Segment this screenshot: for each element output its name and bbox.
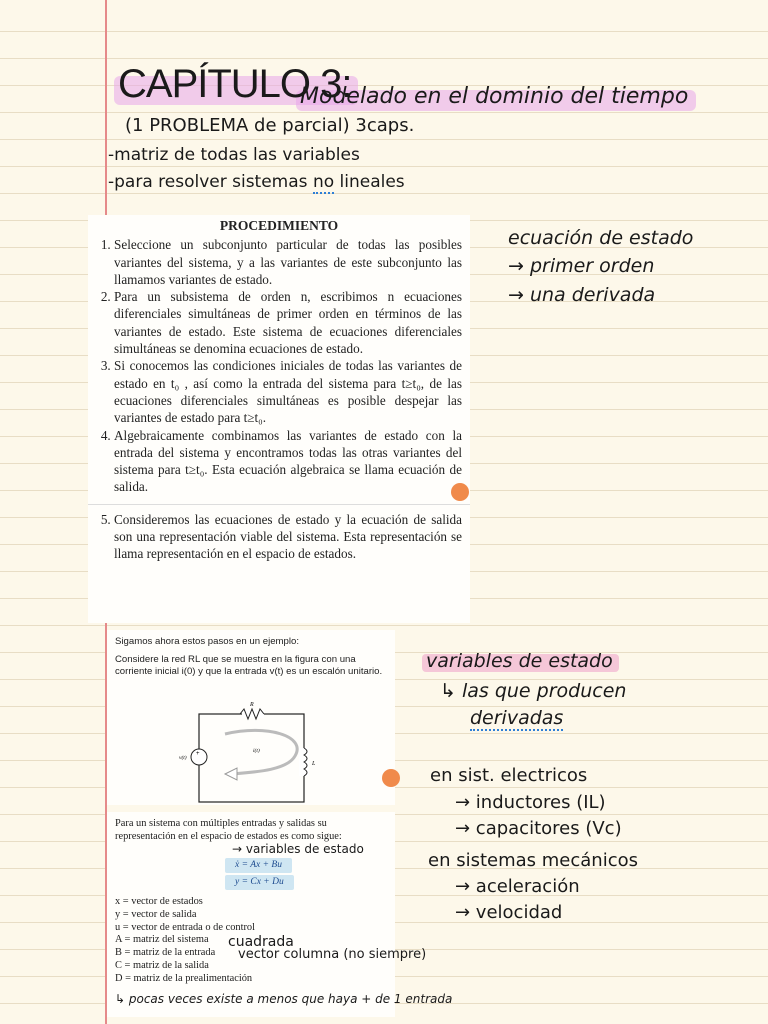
- current-label: i(t): [253, 748, 260, 754]
- procedure-step-4: 4. Algebraicamente combinamos las variantes de estado con la entrada del sistema y encontramos todas las otras variantes del sistema para t≥t₀. Esta ecuación algebraica se llama ecuación de salida.: [114, 427, 462, 496]
- state-equation: ẋ = Ax + Bu: [225, 858, 292, 873]
- example-description: Considere la red RL que se muestra en la figura con una corriente inicial i(0) y que la entrada v(t) es un escalón unitario.: [115, 654, 383, 677]
- note-line-1: (1 PROBLEMA de parcial) 3caps.: [125, 115, 415, 136]
- def-x: x = vector de estados: [115, 896, 203, 907]
- annot-rarely: ↳ pocas veces existe a menos que haya + de 1 entrada: [115, 992, 453, 1006]
- note-line-3a: -para resolver sistemas: [108, 172, 308, 192]
- right-note-12: → velocidad: [455, 902, 563, 923]
- svg-text:+: +: [196, 751, 200, 757]
- def-a: A = matriz del sistema: [115, 934, 209, 946]
- procedure-paper: [88, 215, 470, 623]
- procedure-list-2: [88, 511, 462, 563]
- output-equation: y = Cx + Du: [225, 875, 294, 890]
- mimo-description: Para un sistema con múltiples entradas y salidas su representación en el espacio de estados es como sigue:: [115, 818, 342, 842]
- procedure-step-2: 2. Para un subsistema de orden n, escribimos n ecuaciones diferenciales simultáneas de primer orden en términos de las variantes de estado. Este sistema de ecuaciones diferenciales simultáneas se denomina ecuaciones de estado.: [114, 288, 462, 357]
- resistor-label: R: [250, 702, 254, 708]
- right-note-7: en sist. electricos: [430, 765, 588, 786]
- procedure-step-1: 1. Seleccione un subconjunto particular de todas las posibles variantes del sistema, y a las variantes de este subconjunto las llamamos variantes de estado.: [114, 236, 462, 288]
- note-line-2: -matriz de todas las variables: [108, 145, 360, 165]
- def-c: C = matriz de la salida: [115, 959, 209, 971]
- note-line-3-no: no: [312, 172, 335, 192]
- procedure-title: PROCEDIMIENTO: [219, 218, 339, 233]
- chapter-subtitle: Modelado en el dominio del tiempo: [300, 84, 689, 109]
- right-note-8: → inductores (IL): [455, 792, 606, 813]
- procedure-step-5: 5. Consideremos las ecuaciones de estado y la ecuación de salida son una representación viable del sistema. Esta representación se llama representación en el espacio de estados.: [114, 511, 462, 563]
- rl-circuit-diagram: [107, 696, 395, 806]
- annot-state-variables: → variables de estado: [232, 842, 364, 856]
- def-u: u = vector de entrada o de control: [115, 921, 256, 933]
- chapter-title: CAPÍTULO 3:: [118, 62, 352, 106]
- example-paper: [107, 630, 395, 805]
- orange-marker-2: [382, 769, 400, 787]
- right-note-3: → una derivada: [508, 284, 656, 306]
- def-y: y = vector de salida: [115, 908, 197, 920]
- right-note-10: en sistemas mecánicos: [428, 850, 638, 871]
- procedure-divider: [88, 504, 470, 505]
- note-line-3: [108, 172, 405, 192]
- def-b: B = matriz de la entrada: [115, 947, 216, 959]
- annot-square: cuadrada: [228, 934, 294, 950]
- right-note-2: → primer orden: [508, 255, 655, 277]
- procedure-list: [88, 236, 462, 495]
- orange-marker-1: [451, 483, 469, 501]
- right-note-1: ecuación de estado: [508, 227, 694, 249]
- note-line-3c: lineales: [339, 172, 405, 192]
- annot-column-vector: vector columna (no siempre): [238, 947, 427, 962]
- right-note-6: derivadas: [470, 707, 564, 729]
- source-label: v(t): [179, 755, 187, 761]
- right-note-9: → capacitores (Vc): [455, 818, 622, 839]
- example-intro: Sigamos ahora estos pasos en un ejemplo:: [115, 636, 299, 647]
- right-note-5: ↳ las que producen: [440, 680, 627, 702]
- procedure-step-3: 3. Si conocemos las condiciones iniciales de todas las variantes de estado en t₀ , así como la entrada del sistema para t≥t₀, de las ecuaciones diferenciales simultáneas es posible despejar las variantes de estado para t≥t₀.: [114, 357, 462, 426]
- right-note-11: → aceleración: [455, 876, 580, 897]
- inductor-label: L: [312, 761, 316, 767]
- def-d: D = matriz de la prealimentación: [115, 972, 253, 984]
- right-note-4: variables de estado: [426, 650, 613, 672]
